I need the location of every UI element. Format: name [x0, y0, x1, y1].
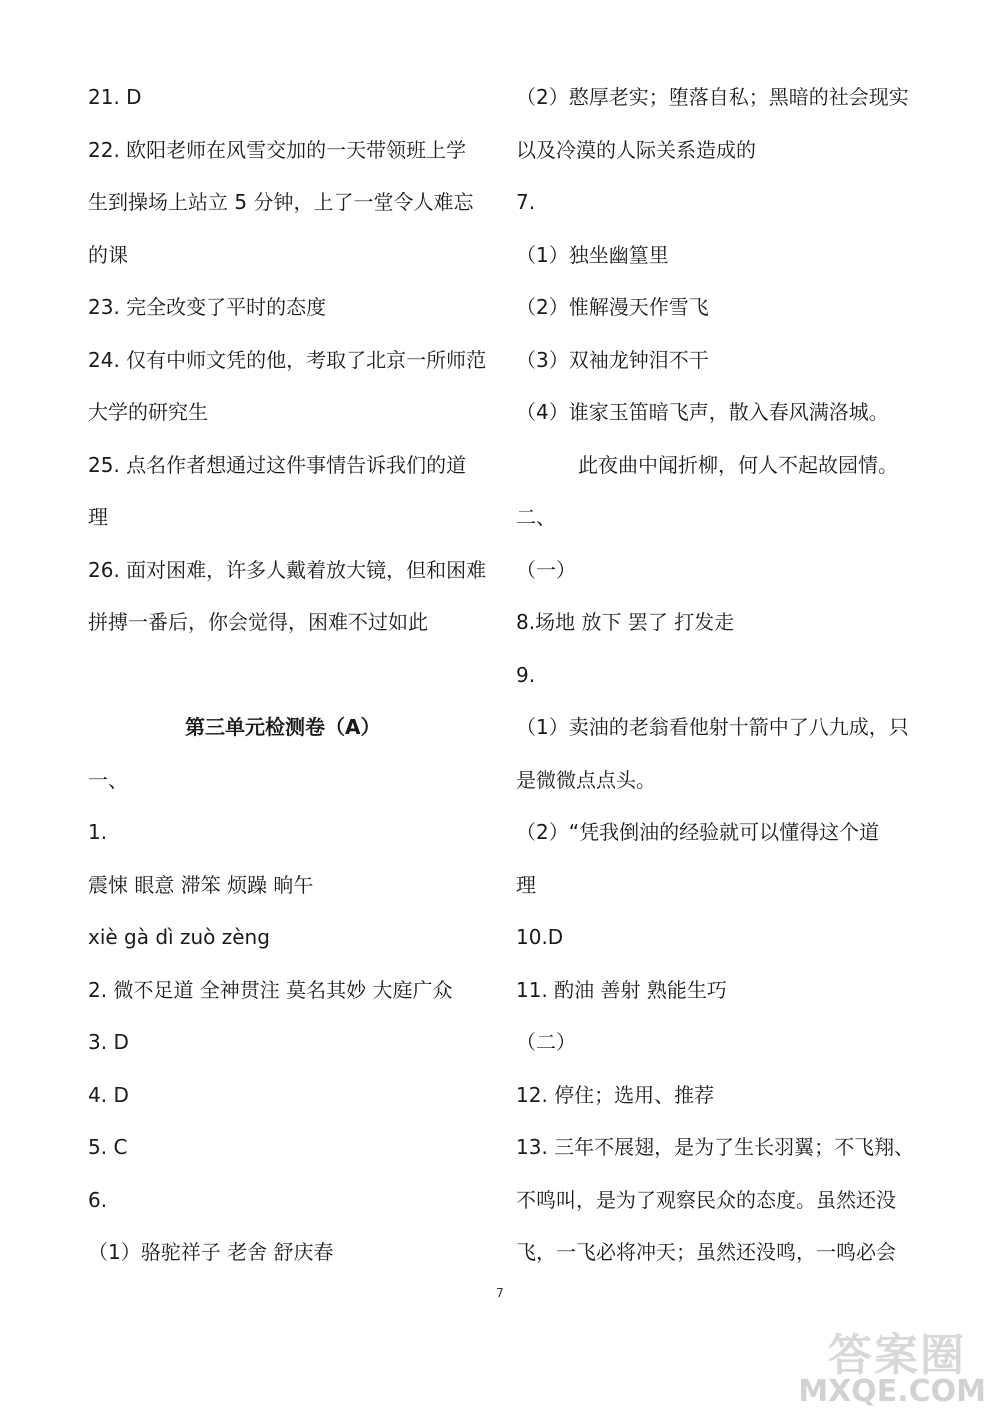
- answer-line: （2）憨厚老实；堕落自私；黑暗的社会现实: [516, 85, 909, 109]
- answer-line: 13. 三年不展翅，是为了生长羽翼；不飞翔、: [516, 1135, 915, 1159]
- answer-line: 飞，一飞必将冲天；虽然还没鸣，一鸣必会: [516, 1240, 896, 1264]
- answer-line: 9.: [516, 663, 536, 687]
- answer-line: 21. D: [88, 85, 142, 109]
- answer-line: 22. 欧阳老师在风雪交加的一天带领班上学: [88, 138, 467, 162]
- answer-line: 23. 完全改变了平时的态度: [88, 295, 327, 319]
- answer-line: 25. 点名作者想通过这件事情告诉我们的道: [88, 453, 467, 477]
- answer-line: （4）谁家玉笛暗飞声，散入春风满洛城。: [516, 400, 889, 424]
- answer-line: （2）惟解漫天作雪飞: [516, 295, 709, 319]
- page-number: 7: [496, 1286, 504, 1300]
- answer-line: 24. 仅有中师文凭的他，考取了北京一所师范: [88, 348, 487, 372]
- answer-line: 此夜曲中闻折柳，何人不起故园情。: [578, 453, 898, 477]
- answer-line: 10.D: [516, 925, 564, 949]
- answer-line: 的课: [88, 243, 128, 267]
- answer-line: （1）独坐幽篁里: [516, 243, 669, 267]
- answer-line: 7.: [516, 190, 536, 214]
- answer-line: 6.: [88, 1188, 108, 1212]
- watermark-text: 答案圈: [828, 1330, 966, 1381]
- answer-line: xiè gà dì zuò zèng: [88, 925, 270, 949]
- answer-line: （3）双袖龙钟泪不干: [516, 348, 709, 372]
- watermark-url: MXQE.COM: [798, 1374, 986, 1409]
- answer-line: 不鸣叫，是为了观察民众的态度。虽然还没: [516, 1188, 896, 1212]
- answer-line: 3. D: [88, 1030, 129, 1054]
- answer-line: 26. 面对困难，许多人戴着放大镜，但和困难: [88, 558, 487, 582]
- answer-line: （2）“凭我倒油的经验就可以懂得这个道: [516, 820, 880, 844]
- answer-line: 理: [516, 873, 536, 897]
- answer-line: 二、: [516, 505, 556, 529]
- answer-line: 理: [88, 505, 108, 529]
- answer-line: （1）卖油的老翁看他射十箭中了八九成，只: [516, 715, 909, 739]
- answer-line: 11. 酌油 善射 熟能生巧: [516, 978, 727, 1002]
- answer-line: 拼搏一番后，你会觉得，困难不过如此: [88, 610, 428, 634]
- answer-line: 1.: [88, 820, 108, 844]
- answer-line: （一）: [516, 558, 576, 582]
- watermark-logo: [786, 1319, 986, 1409]
- answer-line: （二）: [516, 1030, 576, 1054]
- answer-line: 一、: [88, 768, 128, 792]
- section-heading: 第三单元检测卷（A）: [185, 715, 381, 739]
- answer-line: 12. 停住；选用、推荐: [516, 1083, 715, 1107]
- answer-line: 大学的研究生: [88, 400, 208, 424]
- answer-line: 5. C: [88, 1135, 128, 1159]
- answer-line: 震悚 眼意 滞笨 烦躁 晌午: [88, 873, 314, 897]
- answer-line: 生到操场上站立 5 分钟，上了一堂令人难忘: [88, 190, 474, 214]
- answer-line: 2. 微不足道 全神贯注 莫名其妙 大庭广众: [88, 978, 453, 1002]
- answer-line: （1）骆驼祥子 老舍 舒庆春: [88, 1240, 334, 1264]
- answer-line: 8.场地 放下 罢了 打发走: [516, 610, 735, 634]
- answer-line: 4. D: [88, 1083, 129, 1107]
- answer-line: 是微微点点头。: [516, 768, 656, 792]
- answer-line: 以及冷漠的人际关系造成的: [516, 138, 756, 162]
